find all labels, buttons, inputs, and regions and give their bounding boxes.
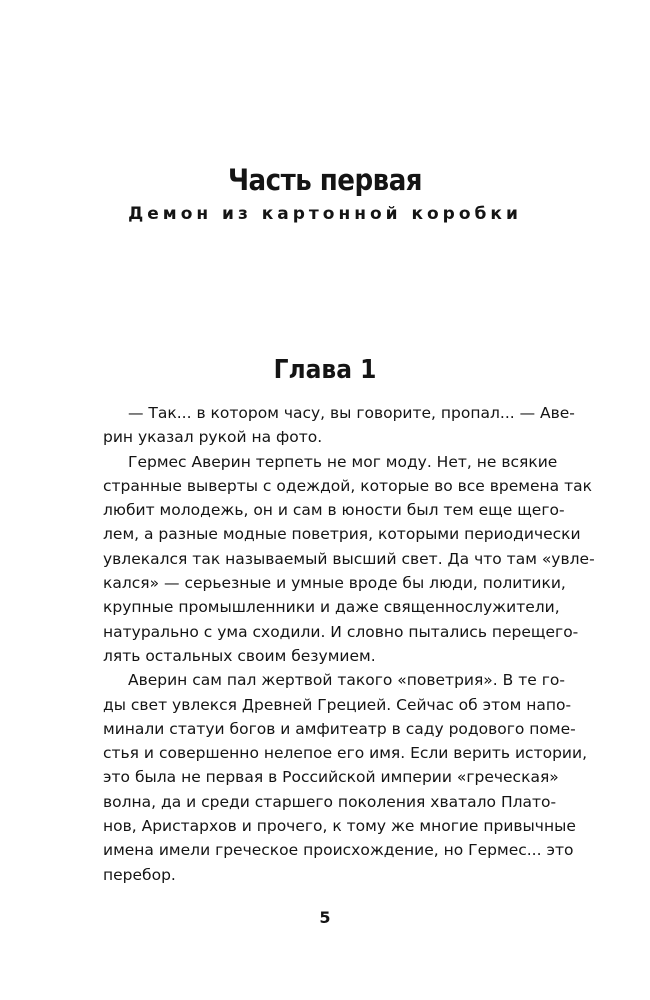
text-line: перебор. bbox=[103, 865, 176, 884]
text-line: Гермес Аверин терпеть не мог моду. Нет, не всякие bbox=[128, 452, 558, 471]
text-line: ды свет увлекся Древней Грецией. Сейчас об этом напо- bbox=[103, 695, 572, 714]
text-line: лем, а разные модные поветрия, которыми периодически bbox=[103, 525, 581, 544]
part-subtitle: Демон из картонной коробки bbox=[128, 204, 522, 224]
text-line: натурально с ума сходили. И словно пытались перещего- bbox=[103, 622, 579, 641]
text-line: — Так... в котором часу, вы говорите, пропал... — Аве- bbox=[128, 404, 575, 422]
text-line: любит молодежь, он и сам в юности был тем еще щего- bbox=[103, 501, 565, 520]
body-text bbox=[103, 401, 595, 887]
text-line: Аверин сам пал жертвой такого «поветрия». В те го- bbox=[128, 671, 565, 690]
text-line: имена имели греческое происхождение, но Гермес... это bbox=[103, 841, 574, 860]
text-line: крупные промышленники и даже священнослужители, bbox=[103, 598, 560, 617]
page-number: 5 bbox=[319, 908, 331, 927]
text-line: лять остальных своим безумием. bbox=[103, 646, 376, 665]
part-title: Часть первая bbox=[227, 163, 423, 197]
text-line: увлекался так называемый высший свет. Да что там «увле- bbox=[103, 549, 595, 568]
text-line: рин указал рукой на фото. bbox=[103, 428, 323, 447]
text-line: нов, Аристархов и прочего, к тому же многие привычные bbox=[103, 817, 576, 836]
text-line: кался» — серьезные и умные вроде бы люди, политики, bbox=[103, 574, 566, 593]
text-line: это была не первая в Российской империи «греческая» bbox=[103, 768, 559, 787]
chapter-title: Глава 1 bbox=[273, 355, 377, 385]
text-line: странные выверты с одеждой, которые во все времена так bbox=[103, 476, 592, 495]
text-line: минали статуи богов и амфитеатр в саду родового поме- bbox=[103, 719, 576, 738]
text-line: стья и совершенно нелепое его имя. Если верить истории, bbox=[103, 744, 587, 763]
text-line: волна, да и среди старшего поколения хватало Плато- bbox=[103, 792, 557, 811]
